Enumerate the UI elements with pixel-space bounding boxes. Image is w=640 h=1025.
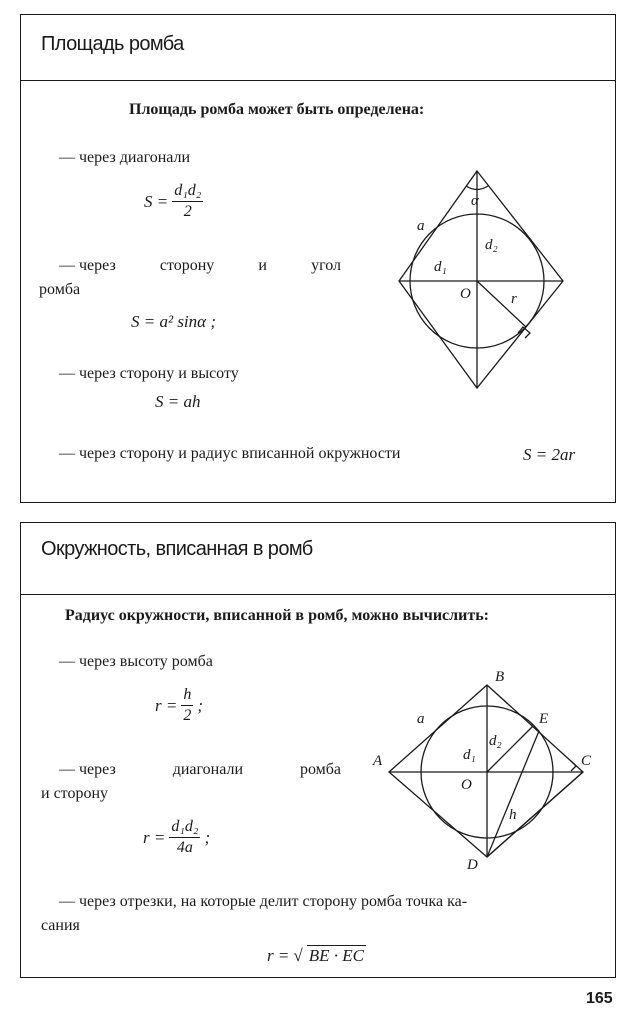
label-a: a	[417, 711, 425, 727]
word: угол	[311, 257, 341, 274]
word: ромба	[299, 761, 341, 778]
label-B: B	[495, 669, 505, 685]
radicand: BE · EC	[308, 946, 364, 965]
word: — через	[59, 257, 116, 274]
rhombus-area-box	[20, 14, 616, 503]
intro-text: Радиус окружности, вписанной в ромб, можно вычислить:	[65, 607, 489, 624]
numerator: d₁d₂	[172, 181, 203, 202]
rhombus-figure-2	[21, 523, 615, 977]
word: и	[258, 257, 267, 274]
inscribed-circle-box	[20, 522, 616, 978]
formula-tail: ;	[197, 695, 204, 715]
method-diagonals: — через диагонали	[59, 149, 191, 166]
section-title: Окружность, вписанная в ромб	[21, 523, 615, 595]
label-A: A	[373, 753, 383, 769]
label-h: h	[509, 807, 517, 823]
label-d1: d₁	[463, 747, 476, 763]
side-DC	[487, 772, 583, 857]
page-number: 165	[586, 990, 613, 1007]
radius-line	[477, 281, 526, 327]
denominator: 2	[183, 707, 192, 724]
word: — через	[59, 761, 116, 778]
height-h	[487, 731, 539, 857]
word: сторону	[159, 257, 215, 274]
label-O: O	[460, 286, 471, 302]
formula-side-height: S = ah	[155, 392, 201, 411]
label-d2: d₂	[485, 237, 498, 253]
label-E: E	[539, 711, 549, 727]
section-title: Площадь ромба	[21, 15, 615, 81]
right-angle-mark	[571, 761, 576, 771]
label-r: r	[511, 291, 517, 307]
numerator: h	[181, 685, 193, 706]
method-height: — через высоту ромба	[59, 653, 213, 670]
rhombus-outline	[399, 171, 563, 388]
word: диагонали	[172, 761, 244, 778]
method-side-angle-cont: ромба	[39, 281, 81, 298]
label-D: D	[467, 857, 478, 873]
method-diagonals-side-cont: и сторону	[41, 785, 109, 802]
formula-side-radius: S = 2ar	[523, 445, 576, 464]
formula-tail: ;	[204, 827, 211, 847]
rhombus-figure-1	[21, 15, 615, 501]
method-side-radius: — через сторону и радиус вписанной окружности	[59, 445, 401, 462]
label-O: O	[461, 777, 472, 793]
method-side-height: — через сторону и высоту	[59, 365, 239, 382]
denominator: 2	[183, 203, 192, 220]
sqrt-sign: √	[293, 945, 303, 965]
label-d1: d₁	[434, 259, 447, 275]
method-segments-cont: сания	[41, 917, 80, 934]
numerator: d₁d₂	[169, 817, 200, 838]
label-C: C	[581, 753, 592, 769]
label-d2: d₂	[489, 733, 502, 749]
label-alpha: α	[471, 193, 479, 209]
formula-side-angle: S = a² sinα ;	[131, 312, 216, 331]
formula-lhs: r =	[267, 945, 290, 965]
denominator: 4a	[176, 839, 193, 856]
method-segments: — через отрезки, на которые делит сторону ромба точка ка-	[59, 893, 468, 910]
formula-lhs: r =	[143, 827, 166, 847]
intro-text: Площадь ромба может быть определена:	[129, 101, 425, 118]
formula-lhs: r =	[155, 695, 178, 715]
label-a: a	[417, 218, 425, 234]
formula-lhs: S =	[144, 191, 169, 211]
